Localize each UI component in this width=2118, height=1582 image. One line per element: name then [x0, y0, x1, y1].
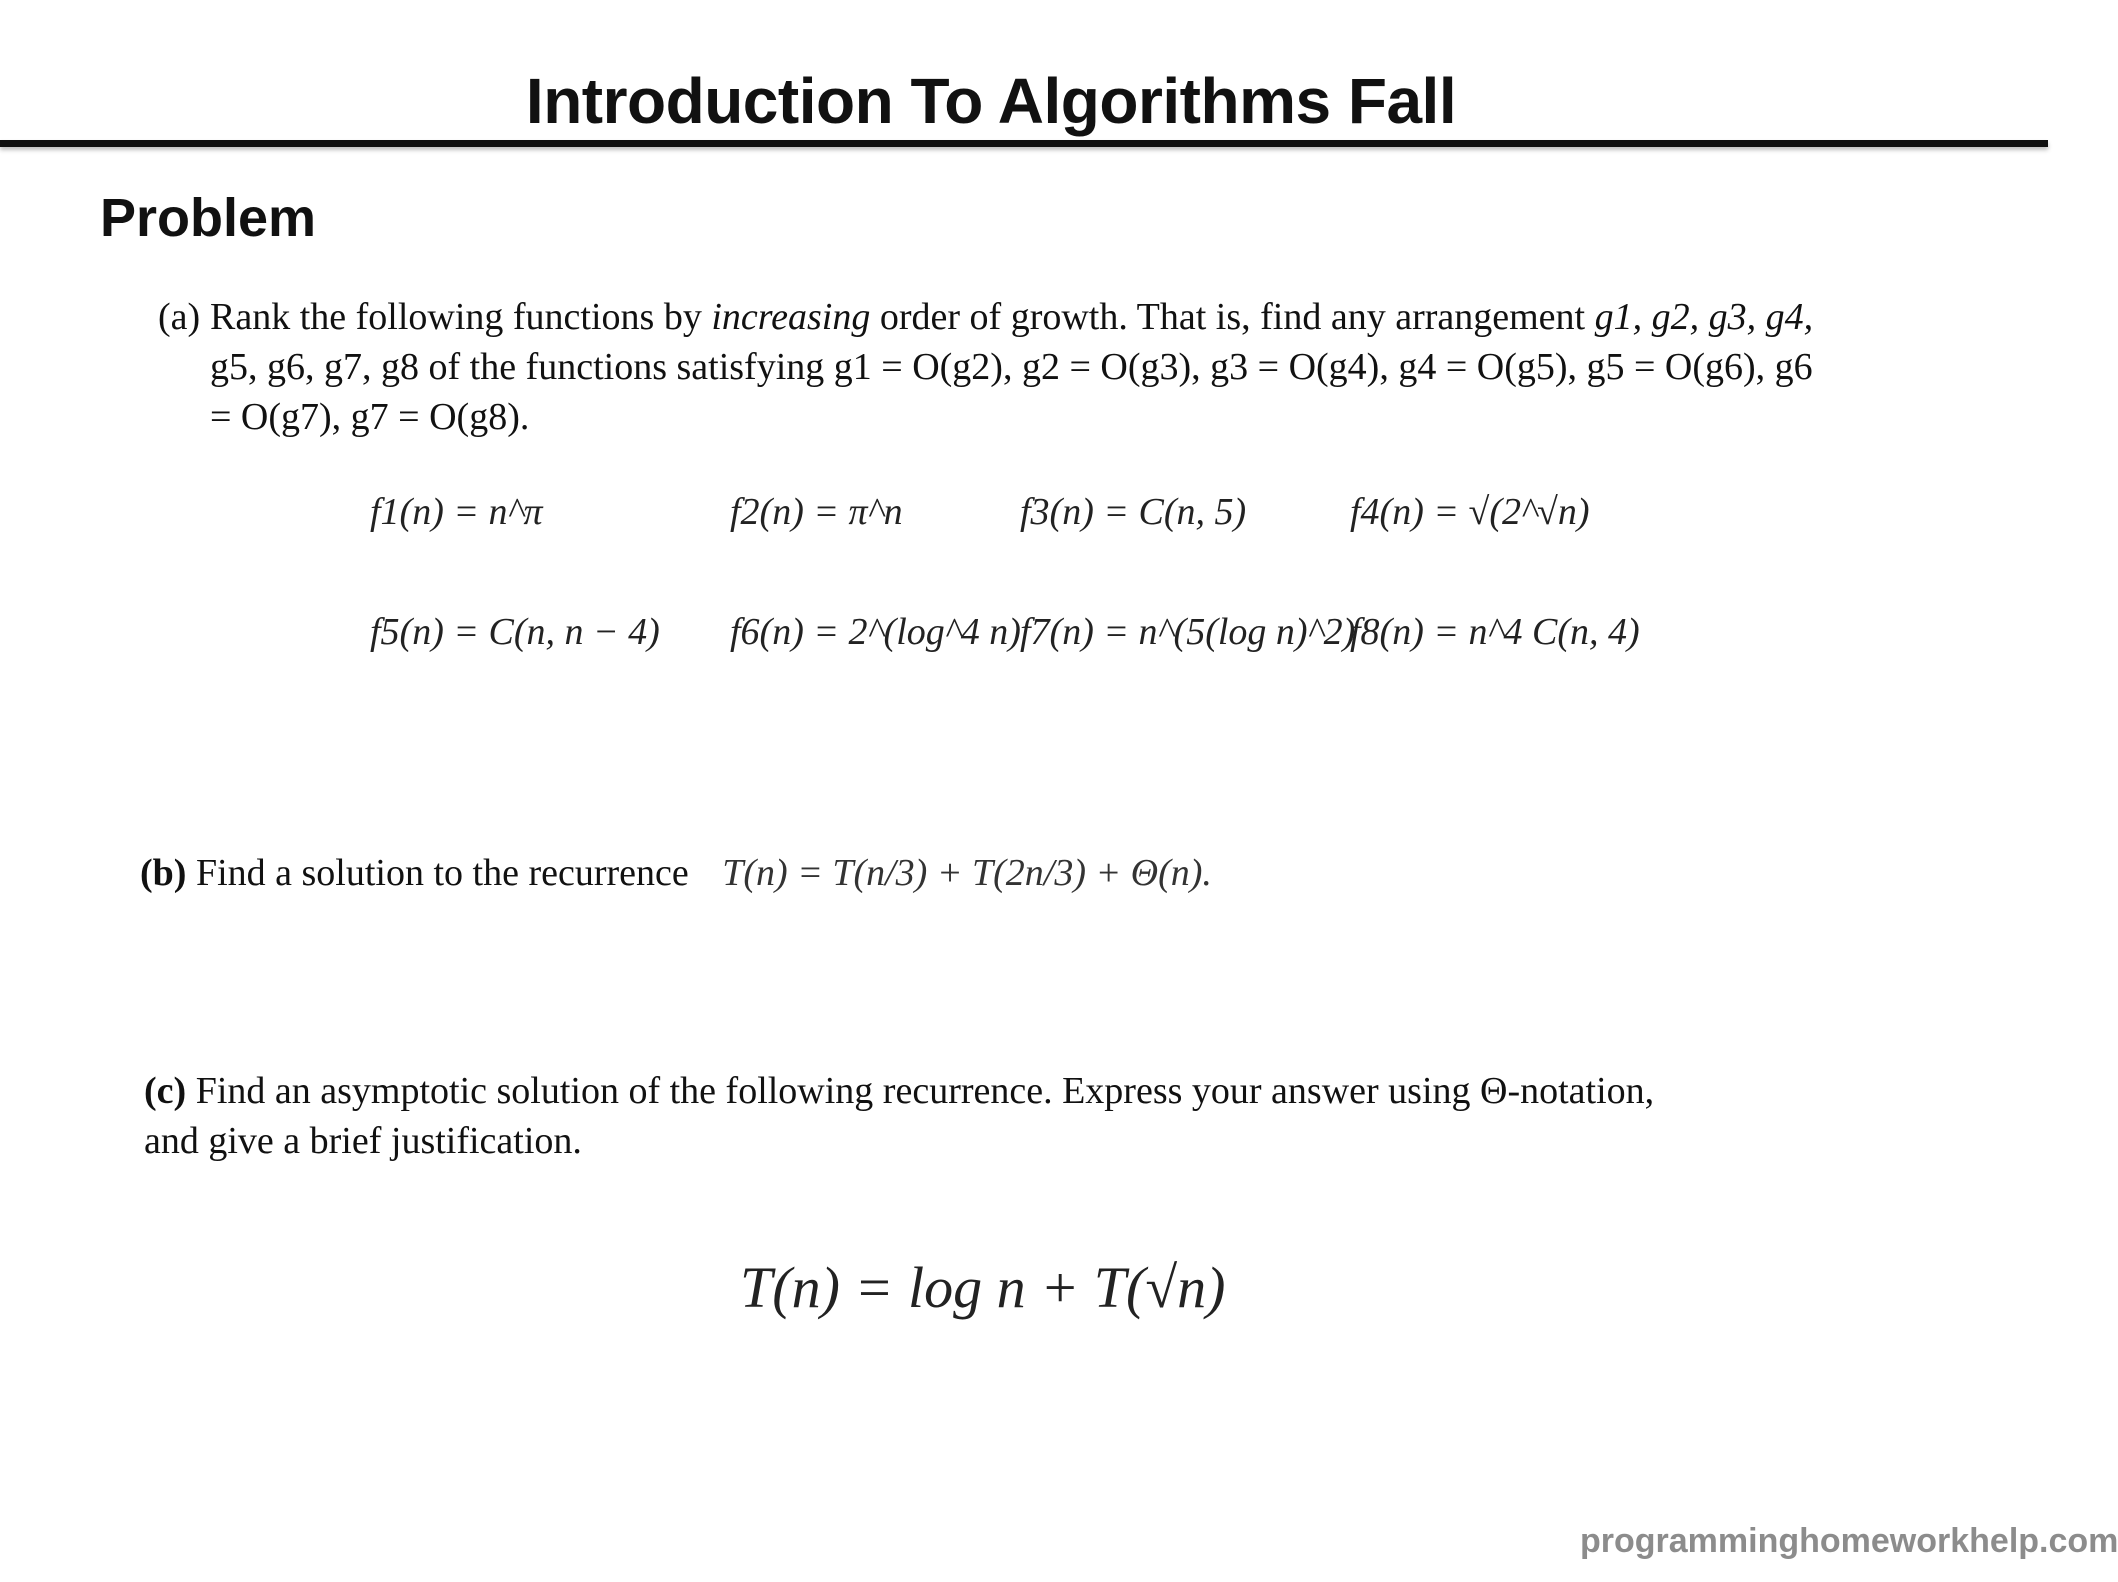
function-f2-text: f2(n) = π^n: [730, 491, 903, 533]
function-grid: [370, 470, 1640, 700]
part-b-label: (b): [140, 852, 187, 894]
part-b-equation: T(n) = T(n/3) + T(2n/3) + Θ(n).: [722, 852, 1212, 894]
part-a-g-list: g1, g2, g3, g4,: [1594, 296, 1814, 338]
function-f6-text: f6(n) = 2^(log^4 n): [730, 611, 1021, 653]
part-c-line-1: (c) Find an asymptotic solution of the following recurrence. Express your answer using Θ-notation,: [144, 1070, 1655, 1112]
function-f7-text: f7(n) = n^(5(log n)^2): [1020, 611, 1356, 653]
part-a: [158, 292, 1938, 442]
function-f3-text: f3(n) = C(n, 5): [1020, 491, 1247, 533]
part-a-label: (a): [158, 296, 201, 338]
part-c-label: (c): [144, 1070, 187, 1112]
function-f6: [730, 610, 1021, 654]
part-a-line-1: (a) Rank the following functions by increasing order of growth. That is, find any arrangement g1, g2, g3, g4,: [158, 292, 1938, 342]
part-c-equation-text: T(n) = log n + T(√n): [740, 1255, 1226, 1320]
function-f4-text: f4(n) = √(2^√n): [1350, 491, 1590, 533]
part-b-text: Find a solution to the recurrence: [195, 852, 689, 894]
part-a-line-3: = O(g7), g7 = O(g8).: [210, 396, 530, 438]
section-heading: Problem: [100, 188, 317, 248]
function-f5: [370, 610, 660, 654]
function-f1: [370, 490, 543, 534]
part-a-line-2: g5, g6, g7, g8 of the functions satisfying g1 = O(g2), g2 = O(g3), g3 = O(g4), g4 = O(g5), g5 = O(g6), g6: [210, 346, 1813, 388]
function-f4: [1350, 490, 1590, 534]
watermark: programminghomeworkhelp.com: [1580, 1522, 2118, 1560]
part-c: [144, 1066, 1904, 1166]
function-f8: [1350, 610, 1640, 654]
function-f1-text: f1(n) = n^π: [370, 491, 543, 533]
part-c-line-2: and give a brief justification.: [144, 1120, 582, 1162]
function-f7: [1020, 610, 1355, 654]
function-f2: [730, 490, 903, 534]
page-title: Introduction To Algorithms Fall: [525, 65, 1457, 137]
function-f5-text: f5(n) = C(n, n − 4): [370, 611, 660, 653]
function-f3: [1020, 490, 1246, 534]
part-c-equation: [740, 1248, 1226, 1328]
function-f8-text: f8(n) = n^4 C(n, 4): [1350, 611, 1640, 653]
title-underline: [0, 140, 2048, 147]
part-b: [140, 848, 1212, 898]
